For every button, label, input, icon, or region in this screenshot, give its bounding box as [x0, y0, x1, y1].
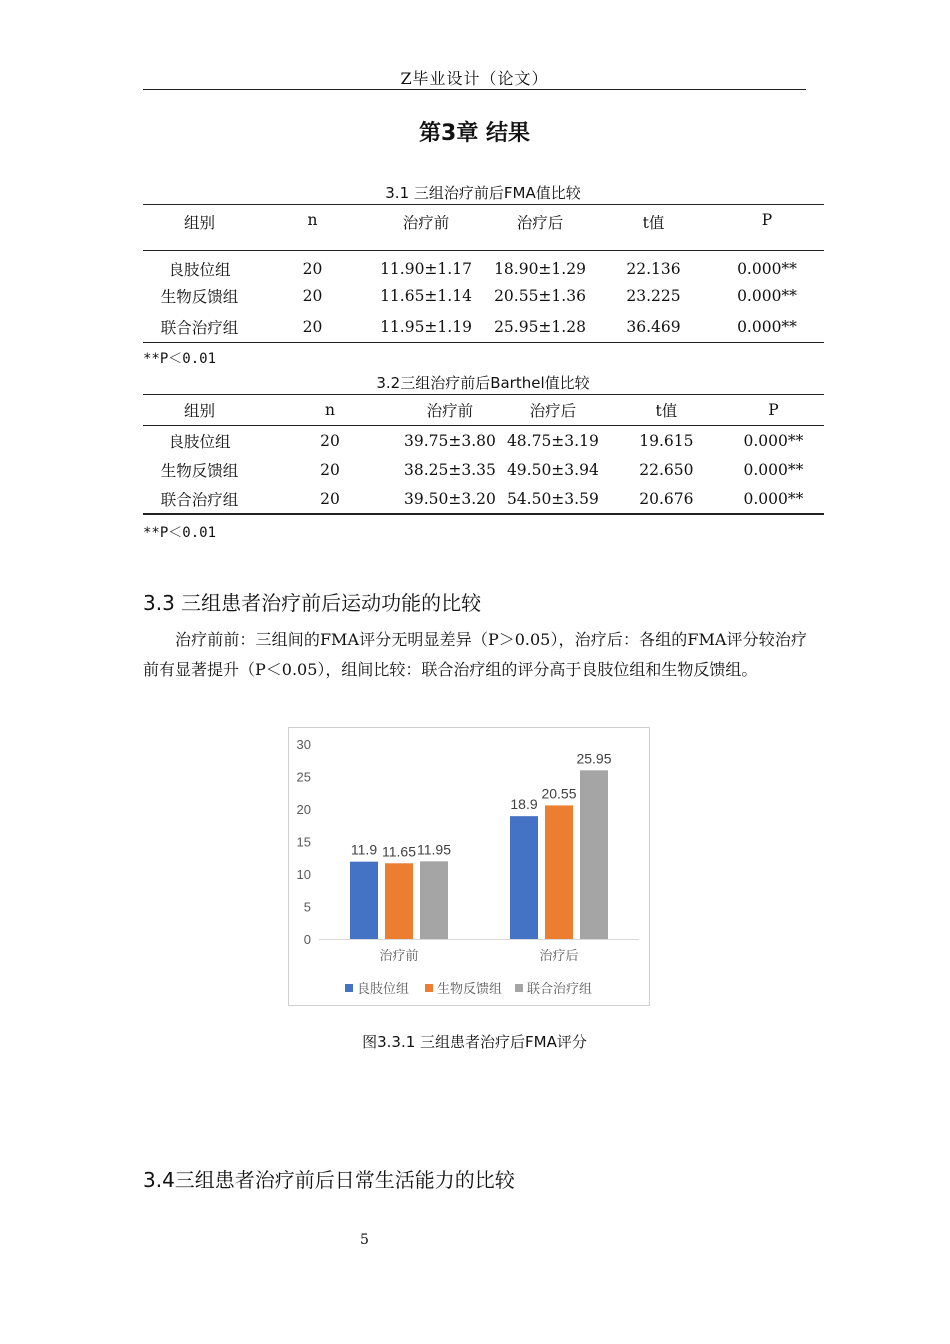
- table-cell: 11.95±1.19: [380, 317, 472, 336]
- table-cell: 联合治疗组: [160, 490, 239, 509]
- table-cell: 39.75±3.80: [404, 431, 496, 450]
- x-category-label: 治疗前: [379, 948, 419, 963]
- figure-caption: 图3.3.1 三组患者治疗后FMA评分: [362, 1033, 587, 1051]
- table-cell: 49.50±3.94: [506, 460, 599, 479]
- bar: [545, 805, 573, 939]
- fma-bar-chart: [288, 727, 650, 1006]
- y-tick-label: 0: [303, 932, 311, 947]
- section-heading-3-3: 3.3 三组患者治疗前后运动功能的比较: [143, 591, 482, 615]
- table-cell: 11.65±1.14: [380, 287, 472, 306]
- legend-label: 联合治疗组: [527, 981, 593, 996]
- table-header-row: [143, 205, 824, 251]
- header-cell: P: [710, 205, 824, 251]
- header-cell: t值: [610, 395, 723, 426]
- data-label: 11.9: [350, 841, 378, 858]
- bar: [385, 863, 413, 939]
- table-cell: 0.000**: [737, 260, 797, 278]
- table-cell: 54.50±3.59: [506, 489, 599, 508]
- y-tick-label: 10: [296, 867, 311, 882]
- section-heading-3-4: 3.4三组患者治疗前后日常生活能力的比较: [143, 1168, 515, 1192]
- table-cell: 0.000**: [737, 287, 797, 306]
- table1-note: **P＜0.01: [143, 351, 217, 367]
- bar: [420, 861, 448, 939]
- table-cell: 联合治疗组: [160, 318, 239, 337]
- table-cell: 25.95±1.28: [494, 317, 586, 336]
- header-cell: 组别: [143, 395, 256, 426]
- table-cell: 20: [302, 317, 323, 336]
- table-row: [143, 485, 824, 515]
- data-label: 18.9: [510, 796, 538, 813]
- chart-canvas: [289, 728, 649, 1005]
- fma-table: [143, 204, 824, 343]
- page-number: 5: [360, 1232, 369, 1248]
- paragraph-text: 治疗前前：三组间的FMA评分无明显差异（P＞0.05），治疗后：各组的FMA评分较治疗前有显著提升（P＜0.05），组间比较：联合治疗组的评分高于良肢位组和生物反馈组。: [143, 630, 807, 679]
- header-cell: n: [256, 395, 404, 426]
- header-rule: [143, 89, 806, 90]
- data-label: 20.55: [541, 785, 577, 802]
- y-tick-label: 25: [296, 769, 311, 785]
- table-cell: 36.469: [626, 317, 681, 336]
- y-tick-label: 15: [296, 834, 311, 850]
- header-cell: 治疗前: [369, 205, 483, 251]
- header-cell: 治疗前: [404, 395, 496, 426]
- x-category-label: 治疗后: [539, 948, 579, 963]
- table-row: [143, 426, 824, 456]
- data-label: 11.95: [417, 841, 451, 858]
- legend-swatch: [515, 984, 523, 992]
- header-cell: 治疗后: [483, 205, 597, 251]
- header-cell: 组别: [143, 205, 256, 251]
- data-label: 25.95: [576, 750, 612, 767]
- header-cell: 治疗后: [496, 395, 610, 426]
- header-cell: n: [256, 205, 369, 251]
- table-cell: 38.25±3.35: [404, 460, 496, 479]
- running-header: Z毕业设计（论文）: [400, 69, 549, 88]
- table-cell: 20.676: [639, 489, 694, 508]
- table2-note: **P＜0.01: [143, 525, 217, 541]
- table2-caption: 3.2三组治疗前后Barthel值比较: [376, 374, 590, 392]
- table-cell: 生物反馈组: [160, 461, 239, 480]
- table-cell: 生物反馈组: [160, 288, 239, 307]
- bar: [510, 816, 538, 939]
- y-tick-label: 30: [296, 737, 311, 752]
- table-cell: 0.000**: [737, 317, 797, 336]
- table-header-row: [143, 395, 824, 426]
- table-cell: 0.000**: [743, 460, 804, 479]
- y-tick-label: 5: [303, 899, 311, 915]
- legend-label: 良肢位组: [357, 981, 410, 996]
- bar: [580, 770, 608, 939]
- table-cell: 良肢位组: [168, 261, 231, 279]
- y-tick-label: 20: [296, 802, 311, 817]
- legend-swatch: [425, 984, 433, 992]
- table-cell: 39.50±3.20: [404, 489, 496, 508]
- bar: [350, 862, 378, 939]
- header-cell: P: [723, 395, 824, 426]
- table-row: [143, 251, 824, 282]
- chapter-title: 第3章 结果: [419, 121, 530, 146]
- table-cell: 18.90±1.29: [494, 260, 586, 278]
- body-paragraph: [143, 625, 807, 685]
- table-cell: 20.55±1.36: [494, 287, 586, 306]
- legend-swatch: [345, 984, 353, 992]
- table-cell: 48.75±3.19: [506, 431, 599, 450]
- table-cell: 22.136: [626, 260, 681, 278]
- table-cell: 良肢位组: [168, 432, 231, 451]
- table-cell: 23.225: [626, 287, 681, 306]
- table1-caption: 3.1 三组治疗前后FMA值比较: [385, 184, 581, 202]
- table-cell: 20: [320, 489, 340, 508]
- table-cell: 20: [302, 260, 323, 278]
- table-cell: 0.000**: [743, 431, 804, 450]
- table-cell: 19.615: [639, 431, 694, 450]
- table-cell: 20: [302, 287, 323, 306]
- table-cell: 20: [320, 460, 340, 479]
- table-row: [143, 312, 824, 343]
- data-label: 11.65: [382, 843, 416, 860]
- table-cell: 22.650: [639, 460, 694, 479]
- table-row: [143, 455, 824, 485]
- table-cell: 0.000**: [743, 489, 804, 508]
- header-cell: t值: [597, 205, 710, 251]
- table-cell: 11.90±1.17: [380, 260, 472, 278]
- legend-label: 生物反馈组: [437, 981, 503, 996]
- table-cell: 20: [320, 431, 340, 450]
- table-row: [143, 281, 824, 312]
- barthel-table: [143, 394, 824, 515]
